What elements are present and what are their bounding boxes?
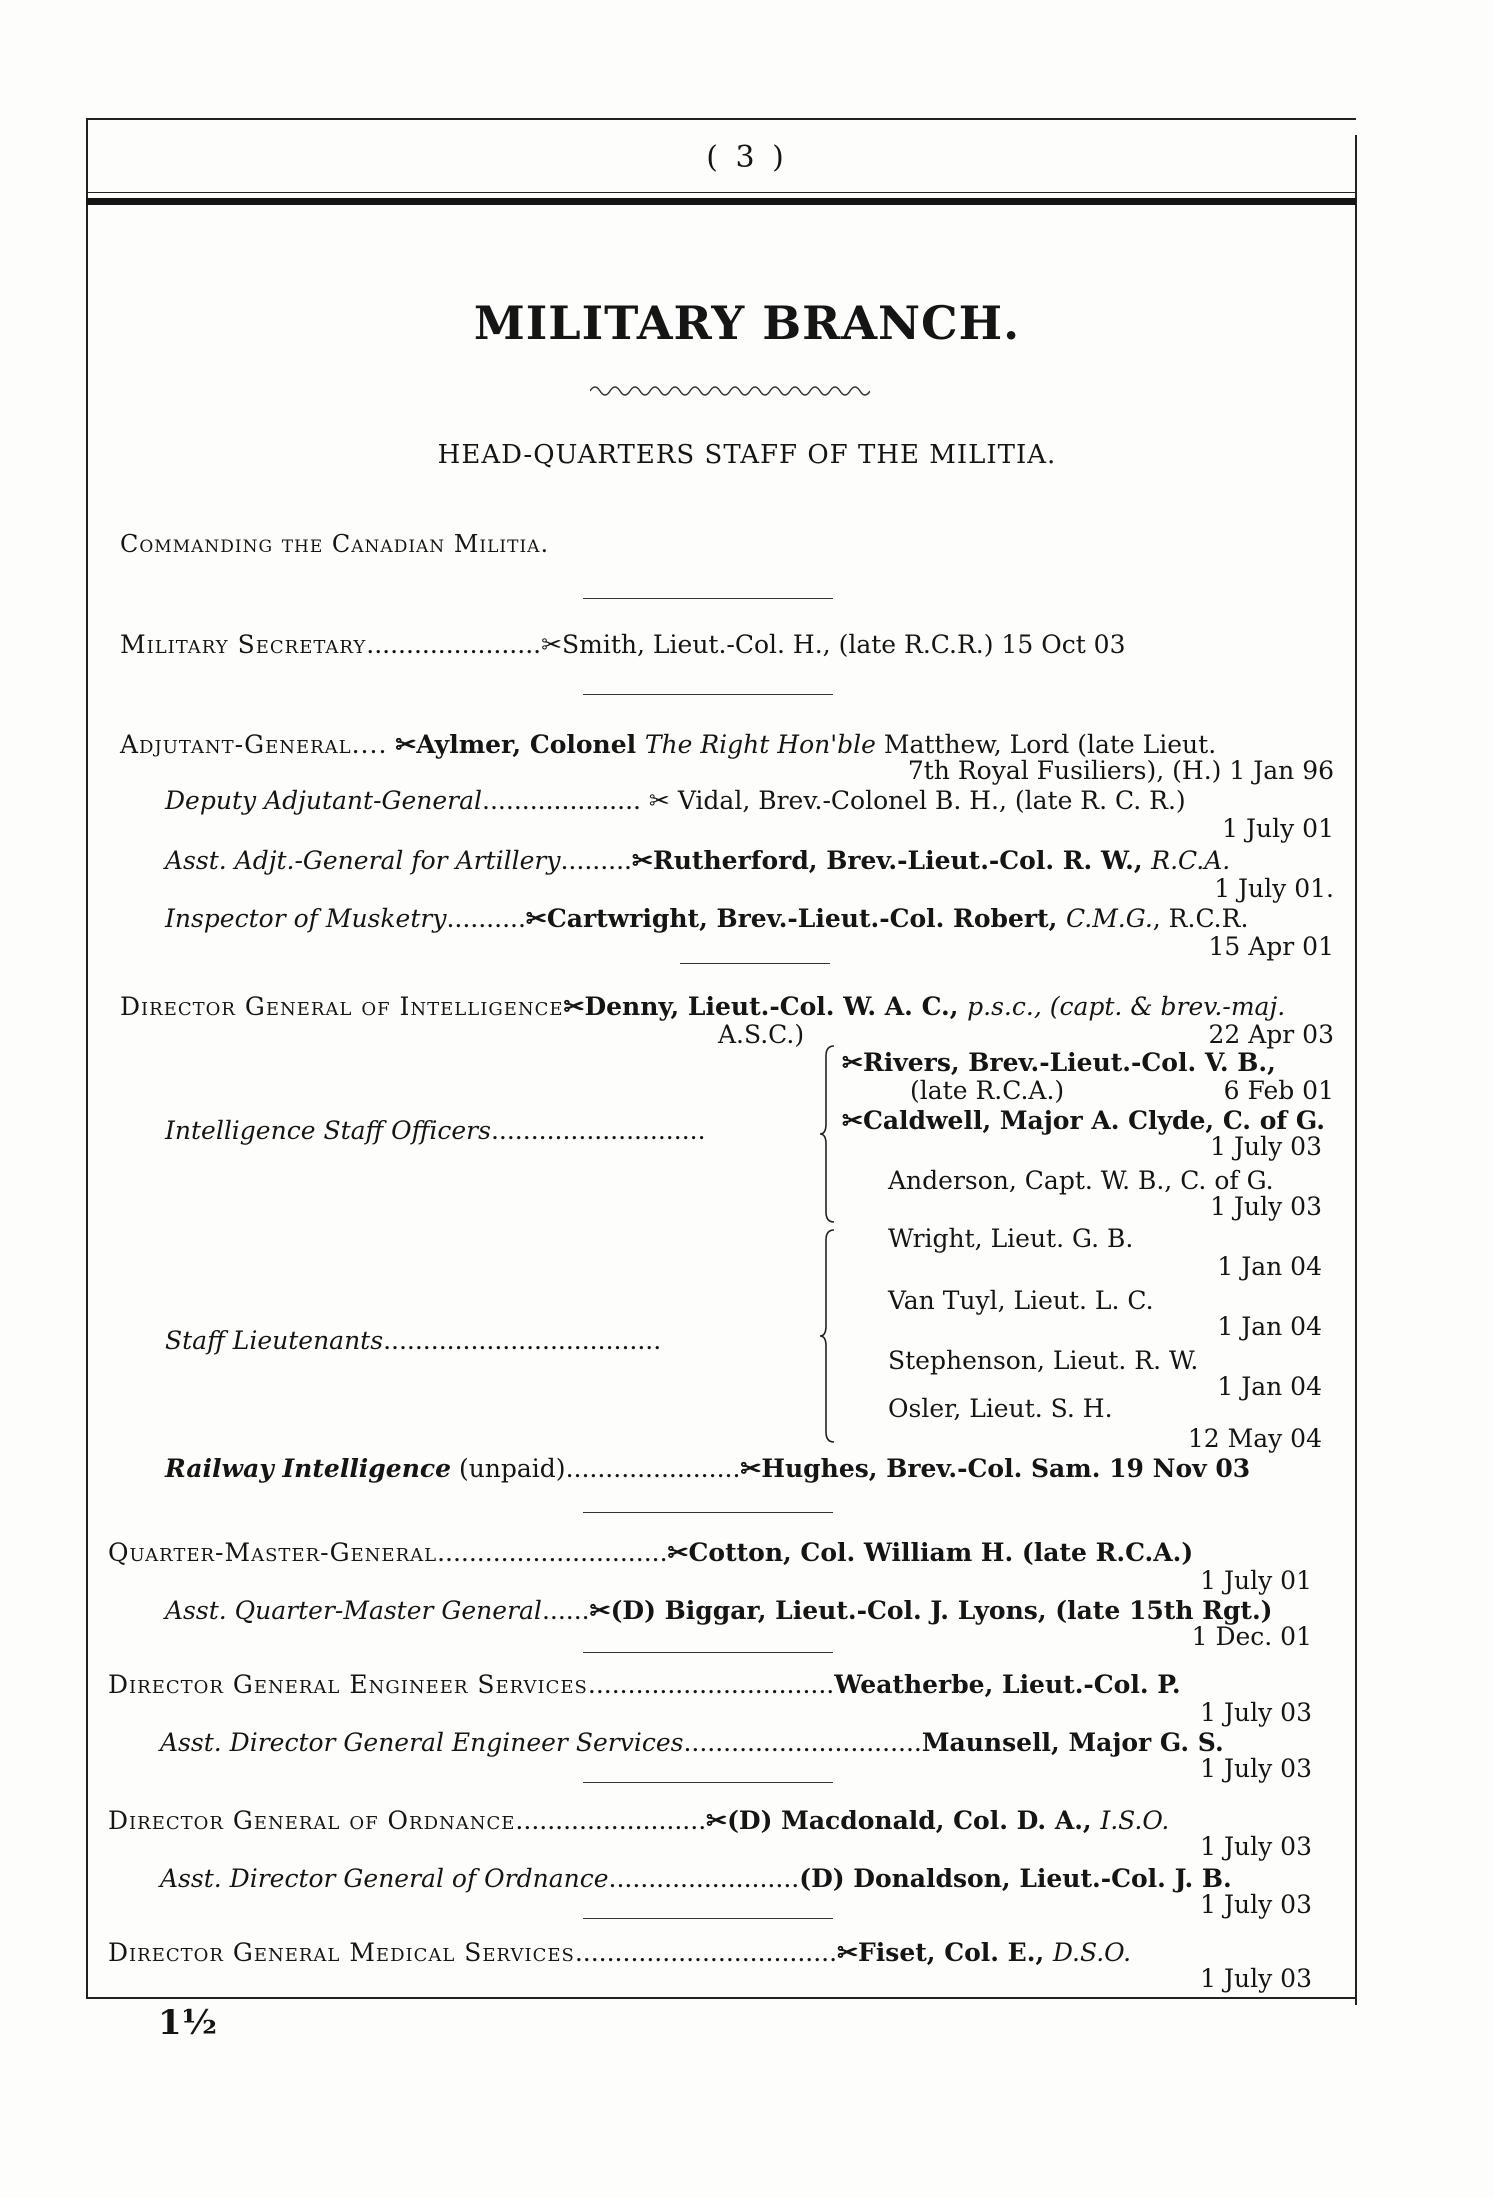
intelligence-officer-line2: (late R.C.A.) [910, 1076, 1065, 1105]
frame-right-line [1355, 135, 1357, 2005]
brace-staff-lieutenants [818, 1228, 838, 1444]
divider [583, 1512, 833, 1513]
intelligence-staff-label: Intelligence Staff Officers [165, 1116, 491, 1145]
asst-dg-engineer-name: Maunsell, Major G. S. [921, 1728, 1224, 1757]
dg-ordnance-honour: I.S.O. [1100, 1806, 1170, 1835]
asst-dg-engineer-label: Asst. Director General Engineer Services [160, 1728, 684, 1757]
staff-lieutenant-date: 12 May 04 [1187, 1424, 1322, 1453]
intelligence-officer-name: ✂Rivers, Brev.-Lieut.-Col. V. B., [842, 1048, 1276, 1077]
qmg-date: 1 July 01 [1200, 1566, 1312, 1595]
staff-lieutenants-label: Staff Lieutenants [165, 1326, 384, 1355]
inspector-musketry-entry [165, 906, 1248, 931]
inspector-musketry-label: Inspector of Musketry [165, 904, 447, 933]
asst-ag-artillery-date: 1 July 01. [1214, 874, 1334, 903]
signature-mark: 1½ [158, 2003, 218, 2043]
dg-ordnance-label: Director General of Ordnance [108, 1806, 516, 1835]
frame-bottom-line [86, 1997, 1356, 1999]
asst-dg-engineer-date: 1 July 03 [1200, 1754, 1312, 1783]
leader-dots: ................................... [383, 1326, 662, 1355]
asst-qmg-name: ✂(D) Biggar, Lieut.-Col. J. Lyons, (late 15th Rgt.) [589, 1596, 1273, 1625]
asst-ag-artillery-label: Asst. Adjt.-General for Artillery [165, 846, 561, 875]
leader-dots: .............................. [683, 1728, 922, 1757]
intelligence-officer-date: 6 Feb 01 [1223, 1076, 1334, 1105]
dg-medical-name: ✂Fiset, Col. E., [837, 1938, 1053, 1967]
adjutant-general-name: ✂Aylmer, Colonel [395, 730, 645, 759]
qmg-entry [108, 1540, 1193, 1565]
divider [583, 1918, 833, 1919]
dg-engineer-name: Weatherbe, Lieut.-Col. P. [834, 1670, 1181, 1699]
inspector-musketry-name: ✂Cartwright, Brev.-Lieut.-Col. Robert, [525, 904, 1067, 933]
adjutant-general-label: Adjutant-General.... [120, 730, 388, 759]
military-secretary-entry [120, 632, 1126, 657]
dg-ordnance-name: ✂(D) Macdonald, Col. D. A., [706, 1806, 1101, 1835]
intelligence-officer-name: ✂Caldwell, Major A. Clyde, C. of G. [842, 1106, 1325, 1135]
staff-lieutenant-name: Wright, Lieut. G. B. [888, 1224, 1134, 1253]
asst-qmg-label: Asst. Quarter-Master General [165, 1596, 542, 1625]
leader-dots: ......... [560, 846, 633, 875]
divider [583, 1782, 833, 1783]
director-intelligence-name: ✂Denny, Lieut.-Col. W. A. C., [563, 992, 968, 1021]
staff-lieutenant-name: Osler, Lieut. S. H. [888, 1394, 1113, 1423]
leader-dots: ...................... [565, 1454, 741, 1483]
leader-dots: ............................... [587, 1670, 835, 1699]
intelligence-officer-date: 1 July 03 [1210, 1192, 1322, 1221]
deputy-ag-entry [165, 788, 1186, 813]
qmg-name: ✂Cotton, Col. William H. (late R.C.A.) [667, 1538, 1194, 1567]
railway-intelligence-label: Railway Intelligence [165, 1454, 451, 1483]
asst-dg-ordnance-entry [160, 1866, 1232, 1891]
divider [583, 1652, 833, 1653]
dg-medical-entry [108, 1940, 1131, 1965]
asst-qmg-entry [165, 1598, 1273, 1623]
dg-medical-date: 1 July 03 [1200, 1964, 1312, 1993]
staff-lieutenant-name: Stephenson, Lieut. R. W. [888, 1346, 1199, 1375]
asst-dg-engineer-entry [160, 1730, 1224, 1755]
adjutant-general-name-rest: Matthew, Lord (late Lieut. [875, 730, 1217, 759]
divider [583, 598, 833, 599]
railway-intelligence-entry [165, 1456, 1250, 1481]
leader-dots: .................... [482, 786, 641, 815]
brace-intelligence [818, 1044, 838, 1224]
asst-dg-ordnance-name: (D) Donaldson, Lieut.-Col. J. B. [799, 1864, 1232, 1893]
inspector-musketry-honour: C.M.G. [1066, 904, 1153, 933]
leader-dots: ...... [541, 1596, 590, 1625]
railway-intelligence-note: (unpaid) [451, 1454, 566, 1483]
adjutant-general-line2: 7th Royal Fusiliers), (H.) 1 Jan 96 [907, 756, 1334, 785]
intelligence-officer-date: 1 July 03 [1210, 1132, 1322, 1161]
asst-qmg-date: 1 Dec. 01 [1191, 1622, 1312, 1651]
page-title: MILITARY BRANCH. [473, 296, 1021, 350]
header-thick-rule [86, 198, 1356, 205]
dg-ordnance-date: 1 July 03 [1200, 1832, 1312, 1861]
leader-dots: ...................... [366, 630, 542, 659]
deputy-ag-date: 1 July 01 [1222, 814, 1334, 843]
dg-medical-honour: D.S.O. [1052, 1938, 1132, 1967]
railway-intelligence-name: ✂Hughes, Brev.-Col. Sam. 19 Nov 03 [740, 1454, 1251, 1483]
dg-ordnance-entry [108, 1808, 1169, 1833]
staff-lieutenant-date: 1 Jan 04 [1217, 1372, 1322, 1401]
commanding-heading: Commanding the Canadian Militia. [120, 530, 550, 558]
header-thin-rule [86, 192, 1356, 193]
leader-dots: ................................. [574, 1938, 838, 1967]
frame-left-line [86, 118, 88, 1998]
military-secretary-label: Military Secretary [120, 630, 367, 659]
staff-lieutenants-label-row [165, 1328, 661, 1353]
asst-ag-artillery-entry [165, 848, 1230, 873]
dg-medical-label: Director General Medical Services [108, 1938, 575, 1967]
leader-dots: ............................. [437, 1538, 668, 1567]
divider [680, 963, 830, 964]
staff-lieutenant-name: Van Tuyl, Lieut. L. C. [888, 1286, 1154, 1315]
leader-dots: ........................... [490, 1116, 706, 1145]
dg-engineer-entry [108, 1672, 1181, 1697]
adjutant-general-entry [120, 732, 1216, 757]
leader-dots: .......... [446, 904, 526, 933]
inspector-musketry-corps: , R.C.R. [1152, 904, 1249, 933]
director-intelligence-label: Director General of Intelligence [120, 992, 564, 1021]
page-number: ( 3 ) [706, 140, 788, 175]
leader-dots: ........................ [608, 1864, 800, 1893]
section-subtitle: HEAD-QUARTERS STAFF OF THE MILITIA. [437, 440, 1057, 470]
qmg-label: Quarter-Master-General [108, 1538, 438, 1567]
intelligence-staff-label-row [165, 1118, 706, 1143]
asst-dg-ordnance-date: 1 July 03 [1200, 1890, 1312, 1919]
staff-lieutenant-date: 1 Jan 04 [1217, 1312, 1322, 1341]
director-intelligence-date: 22 Apr 03 [1208, 1020, 1334, 1049]
leader-dots: ........................ [515, 1806, 707, 1835]
asst-ag-artillery-corps: R.C.A. [1151, 846, 1231, 875]
military-secretary-name: ✂Smith, Lieut.-Col. H., (late R.C.R.) 15 Oct 03 [541, 630, 1126, 659]
staff-lieutenant-date: 1 Jan 04 [1217, 1252, 1322, 1281]
director-intelligence-entry [120, 994, 1285, 1019]
adjutant-general-title: The Right Hon'ble [644, 730, 876, 759]
inspector-musketry-date: 15 Apr 01 [1208, 932, 1334, 961]
asst-dg-ordnance-label: Asst. Director General of Ordnance [160, 1864, 609, 1893]
divider [583, 694, 833, 695]
asst-ag-artillery-name: ✂Rutherford, Brev.-Lieut.-Col. R. W., [632, 846, 1152, 875]
director-intelligence-quals: p.s.c., (capt. & brev.-maj. [967, 992, 1286, 1021]
deputy-ag-label: Deputy Adjutant-General [165, 786, 483, 815]
dg-engineer-label: Director General Engineer Services [108, 1670, 588, 1699]
wavy-ornament [590, 383, 870, 399]
director-intelligence-line2: A.S.C.) [718, 1020, 805, 1049]
frame-top-line [86, 118, 1356, 120]
intelligence-officer-name: Anderson, Capt. W. B., C. of G. [888, 1166, 1274, 1195]
dg-engineer-date: 1 July 03 [1200, 1698, 1312, 1727]
deputy-ag-name: ✂ Vidal, Brev.-Colonel B. H., (late R. C. R.) [648, 786, 1186, 815]
